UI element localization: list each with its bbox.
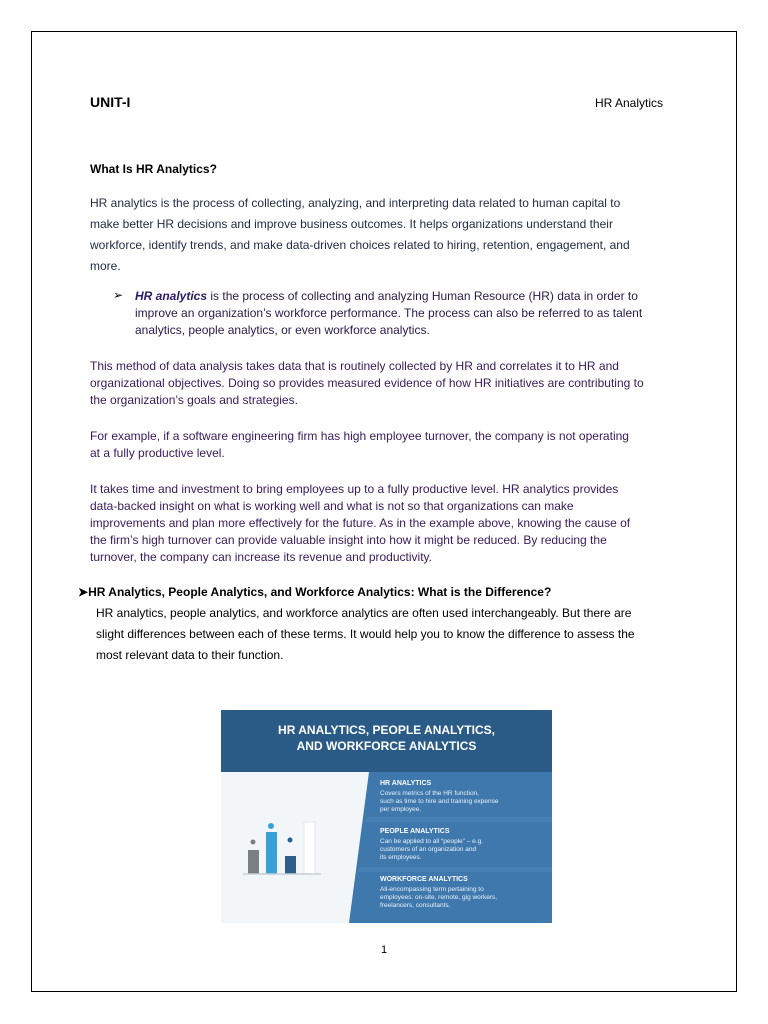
bullet-line: analytics, people analytics, or even workforce analytics. [135, 323, 430, 337]
paragraph-line: turnover, the company can increase its revenue and productivity. [90, 550, 432, 564]
intro-line: make better HR decisions and improve business outcomes. It helps organizations understand their [90, 217, 613, 231]
infographic-item-line: employees: on-site, remote, gig workers, [380, 894, 498, 901]
intro-line: HR analytics is the process of collecting, analyzing, and interpreting data related to human capital to [90, 196, 621, 210]
infographic-item-line: freelancers, consultants. [380, 902, 451, 909]
infographic-body [221, 772, 552, 923]
paragraph-line: the firm’s high turnover can provide valuable insight into how it might be reduced. By reducing the [90, 533, 607, 547]
bullet-line: improve an organization’s workforce performance. The process can also be referred to as talent [135, 306, 643, 320]
infographic-item-text [380, 838, 483, 862]
paragraph-line: the organization’s goals and strategies. [90, 393, 298, 407]
infographic-item-line: its employees. [380, 854, 422, 861]
infographic-item-line: such as time to hire and training expense [380, 798, 499, 805]
paragraph-line: most relevant data to their function. [96, 648, 284, 662]
paragraph-line: at a fully productive level. [90, 446, 225, 460]
infographic-title-line: HR ANALYTICS, PEOPLE ANALYTICS, [278, 723, 495, 737]
bullet-line-rest: is the process of collecting and analyzing Human Resource (HR) data in order to [207, 289, 638, 303]
infographic-item-text [380, 886, 497, 910]
infographic-item-line: Can be applied to all “people” – e.g. [380, 838, 483, 845]
paragraph-line: For example, if a software engineering firm has high employee turnover, the company is not operating [90, 429, 629, 443]
heading-text: HR Analytics, People Analytics, and Workforce Analytics: What is the Difference? [88, 585, 552, 599]
paragraph-investment [90, 481, 680, 566]
bullet-text [135, 288, 683, 339]
bullet-line [135, 288, 683, 305]
paragraph-example [90, 428, 680, 462]
section-heading-difference [78, 585, 551, 599]
infographic-item-line: per employee. [380, 806, 422, 813]
section-heading-what-is: What Is HR Analytics? [90, 162, 217, 176]
paragraph-line: It takes time and investment to bring employees up to a fully productive level. HR analytics provides [90, 482, 619, 496]
unit-label: UNIT-I [90, 94, 131, 110]
paragraph-line: data-backed insight on what is working well and what is not so that organizations can make [90, 499, 574, 513]
infographic-item-heading: WORKFORCE ANALYTICS [380, 876, 468, 883]
paragraph-line: This method of data analysis takes data that is routinely collected by HR and correlates it to HR and [90, 359, 619, 373]
infographic-title-line: AND WORKFORCE ANALYTICS [296, 739, 477, 753]
infographic-item-line: customers of an organization and [380, 846, 477, 853]
difference-paragraph [96, 603, 681, 666]
infographic-header [221, 710, 552, 772]
bar-icon [266, 832, 277, 874]
subject-label: HR Analytics [594, 96, 663, 110]
intro-paragraph [90, 193, 680, 277]
paragraph-line: organizational objectives. Doing so provides measured evidence of how HR initiatives are contributing to [90, 376, 644, 390]
paragraph-line: slight differences between each of these terms. It would help you to know the difference to assess the [96, 627, 635, 641]
intro-line: more. [90, 259, 121, 273]
intro-line: workforce, identify trends, and make data-driven choices related to hiring, retention, engagement, and [90, 238, 630, 252]
infographic-item-heading: PEOPLE ANALYTICS [380, 828, 450, 835]
page-number: 1 [380, 944, 388, 956]
analytics-infographic [221, 710, 552, 923]
bar-icon [285, 856, 296, 874]
paragraph-line: improvements and plan more effectively for the future. As in the example above, knowing the cause of [90, 516, 631, 530]
infographic-title [221, 722, 552, 754]
bullet-bold-term: HR analytics [135, 289, 208, 303]
infographic-item-line: Covers metrics of the HR function, [380, 790, 479, 797]
bar-icon [304, 822, 315, 874]
paragraph-line: HR analytics, people analytics, and workforce analytics are often used interchangeably. But there are [96, 606, 632, 620]
infographic-item-text [380, 790, 499, 814]
arrow-bullet-icon: ➤ [78, 585, 89, 599]
arrow-bullet-icon: ➢ [113, 288, 124, 302]
infographic-item-line: All-encompassing term pertaining to [380, 886, 484, 893]
bar-icon [248, 850, 259, 874]
infographic-item-heading: HR ANALYTICS [380, 780, 432, 787]
paragraph-method [90, 358, 680, 409]
